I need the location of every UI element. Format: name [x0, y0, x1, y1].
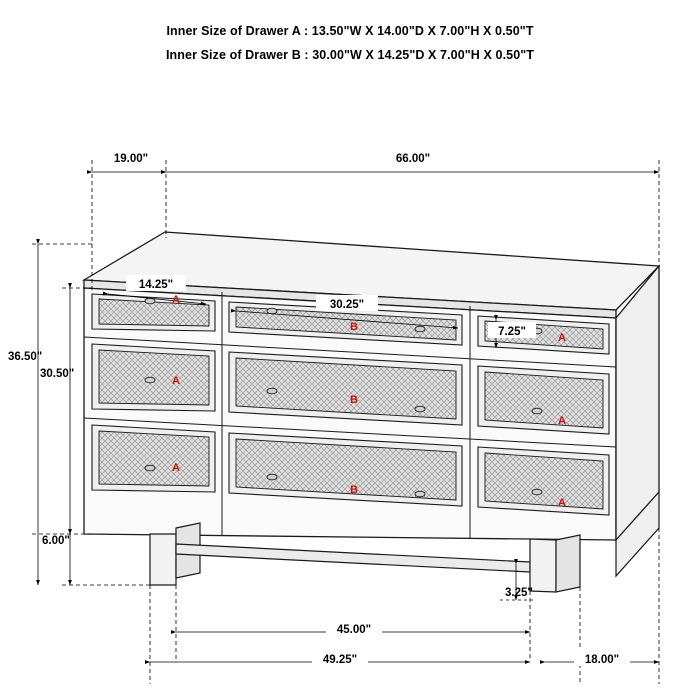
- drawer-label-3-left: A: [172, 462, 180, 474]
- drawer-label-1-left: A: [172, 294, 180, 306]
- dim-leg-inset: 3.25": [505, 587, 533, 599]
- drawer-pull-icon: [267, 474, 277, 480]
- drawer-1-left[interactable]: [92, 294, 215, 331]
- drawer-2-right[interactable]: [478, 366, 609, 434]
- drawer-pull-icon: [415, 326, 425, 332]
- header-line-drawer-a: Inner Size of Drawer A : 13.50"W X 14.00"D X 7.00"H X 0.50"T: [166, 24, 534, 38]
- drawer-label-3-right: A: [558, 497, 566, 509]
- dim-drawer-a-inner-width: 14.25": [138, 279, 174, 291]
- drawer-pull-icon: [145, 377, 155, 383]
- drawer-2-left[interactable]: [92, 344, 215, 411]
- drawer-3-center[interactable]: [229, 433, 462, 506]
- drawer-pull-icon: [415, 491, 425, 497]
- drawer-pull-icon: [267, 388, 277, 394]
- drawer-pull-icon: [415, 406, 425, 412]
- drawer-label-1-center: B: [350, 321, 358, 333]
- dim-base-inner-width: 45.00": [336, 624, 372, 636]
- dim-total-height: 36.50": [8, 351, 43, 363]
- drawer-label-2-right: A: [558, 415, 566, 427]
- drawer-3-left[interactable]: [92, 425, 215, 492]
- drawer-label-2-center: B: [350, 394, 358, 406]
- dim-drawer-height: 7.25": [498, 326, 526, 338]
- dim-leg-height: 6.00": [42, 535, 70, 547]
- drawer-label-3-center: B: [350, 484, 358, 496]
- drawer-label-2-left: A: [172, 375, 180, 387]
- drawer-pull-icon: [532, 408, 542, 414]
- dim-top-width: 66.00": [395, 153, 431, 165]
- dim-side-depth: 18.00": [584, 654, 620, 666]
- dim-top-left-depth: 19.00": [113, 153, 149, 165]
- drawer-2-center[interactable]: [229, 352, 462, 425]
- drawer-pull-icon: [145, 465, 155, 471]
- dim-cabinet-height: 30.50": [40, 368, 75, 380]
- drawer-pull-icon: [532, 489, 542, 495]
- dim-base-outer-width: 49.25": [322, 654, 358, 666]
- drawer-pull-icon: [267, 308, 277, 314]
- drawer-label-1-right: A: [558, 332, 566, 344]
- dim-drawer-b-inner-width: 30.25": [329, 299, 365, 311]
- header-line-drawer-b: Inner Size of Drawer B : 30.00"W X 14.25"D X 7.00"H X 0.50"T: [165, 48, 535, 62]
- drawer-3-right[interactable]: [478, 447, 609, 515]
